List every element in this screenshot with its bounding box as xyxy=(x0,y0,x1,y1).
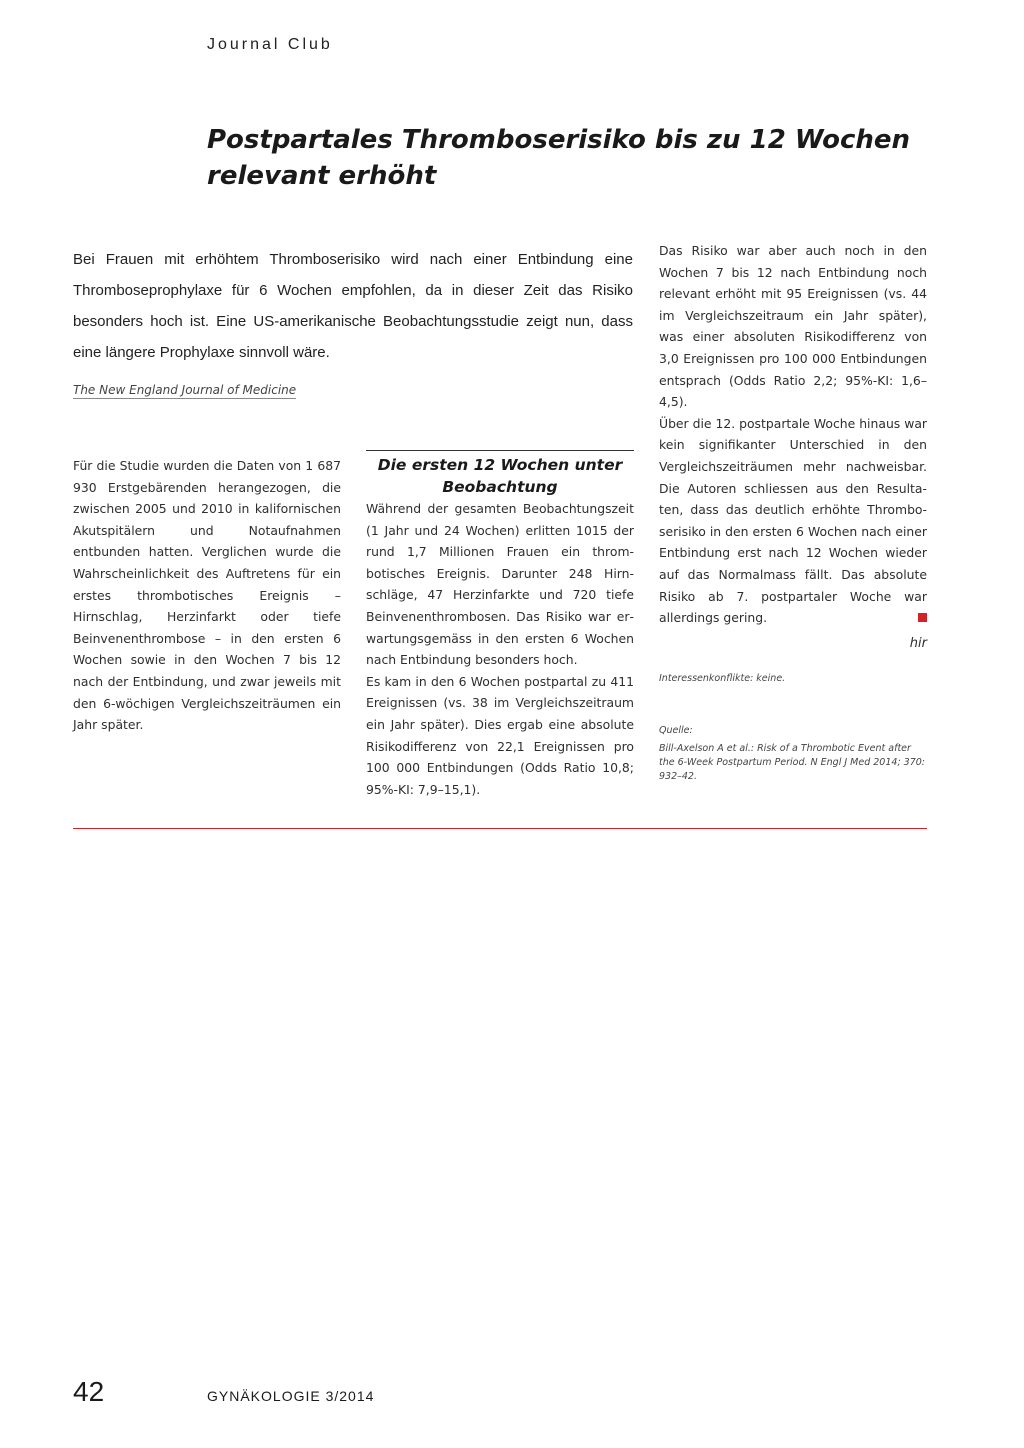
body-paragraph: Für die Studie wurden die Daten von 1 687 930 Erstgebärenden herangezogen, die zwischen 2005 und 2010 in kalifornischen Akutspitälern und Notaufnahmen entbunden hatten. Verglichen wurde die Wahrscheinlichkeit des Auftretens für ein erstes thrombotisches Ereignis – Hirnschlag, Herzinfarkt oder tiefe Beinvenenthrombose – in den ersten 6 Wochen sowie in den Wochen 7 bis 12 nach der Entbindung, und zwar jeweils mit den 6-wöchigen Vergleichszeiträumen ein Jahr später. xyxy=(73,458,341,733)
article-lead: Bei Frauen mit erhöhtem Thromboserisiko wird nach einer Entbindung eine Thromboseprophylaxe für 6 Wochen empfohlen, da in dieser Zeit das Risiko besonders hoch ist. Eine US-amerikanische Beobachtungsstudie zeigt nun, dass eine längere Prophylaxe sinnvoll wäre. xyxy=(73,251,633,361)
conflicts-note: Interessenkonflikte: keine. xyxy=(659,673,786,684)
subheading: Die ersten 12 Wochen unter Beobachtung xyxy=(377,456,623,496)
source-reference: Bill-Axelson A et al.: Risk of a Thrombotic Event after the 6-Week Postpartum Period. N Engl J Med 2014; 370: 932–42. xyxy=(659,743,925,782)
article-title: Postpartales Thromboserisiko bis zu 12 Wochen relevant erhöht xyxy=(207,125,911,191)
body-column-1 xyxy=(73,455,341,736)
body-paragraph: Das Risiko war aber auch noch in den Wochen 7 bis 12 nach Entbindung noch relevant erhöht mit 95 Ereignissen (vs. 44 im Vergleichszeitraum ein Jahr später), was einer absoluten Risikodifferenz von 3,0 Ereignissen pro 100 000 Entbindungen entsprach (Odds Ratio 2,2; 95%-KI: 1,6–4,5). xyxy=(659,243,927,410)
subheading-divider xyxy=(366,450,634,451)
author-initials: hir xyxy=(909,636,927,651)
end-of-article-icon xyxy=(918,613,927,622)
body-paragraph: Während der gesamten Beobachtungszeit (1 Jahr und 24 Wochen) erlitten 1015 der rund 1,7 Millionen Frauen ein thrombotisches Ereignis. Darunter 248 Hirnschläge, 47 Herzinfarkte und 720 tiefe Beinvenenthrombosen. Das Risiko war erwartungsgemäss in den ersten 6 Wochen nach Entbindung besonders hoch. xyxy=(366,501,634,668)
page-number: 42 xyxy=(73,1376,105,1407)
section-label: Journal Club xyxy=(207,36,333,53)
bottom-divider xyxy=(73,828,927,829)
source-journal-link[interactable]: The New England Journal of Medicine xyxy=(73,383,297,397)
body-paragraph-closing xyxy=(659,413,927,629)
body-column-3 xyxy=(659,240,927,629)
body-text: Über die 12. postpartale Woche hinaus war kein signifikanter Unterschied in den Vergleichszeiträumen mehr nachweisbar. Die Autoren schliessen aus den Resultaten, dass das deutlich erhöhte Thromboserisiko in den ersten 6 Wochen nach einer Entbindung erst nach 12 Wochen wieder auf das Normalmass fällt. Das absolute Risiko ab 7. postpartaler Woche war allerdings gering. xyxy=(659,415,928,626)
source-label: Quelle: xyxy=(659,725,693,736)
body-paragraph: Es kam in den 6 Wochen postpartal zu 411 Ereignissen (vs. 38 im Vergleichszeitraum ein Jahr später). Dies ergab eine absolute Risikodifferenz von 22,1 Ereignissen pro 100 000 Entbindungen (Odds Ratio 10,8; 95%-KI: 7,9–15,1). xyxy=(366,673,634,797)
journal-issue: GYNÄKOLOGIE 3/2014 xyxy=(207,1388,375,1404)
body-column-2 xyxy=(366,498,634,800)
